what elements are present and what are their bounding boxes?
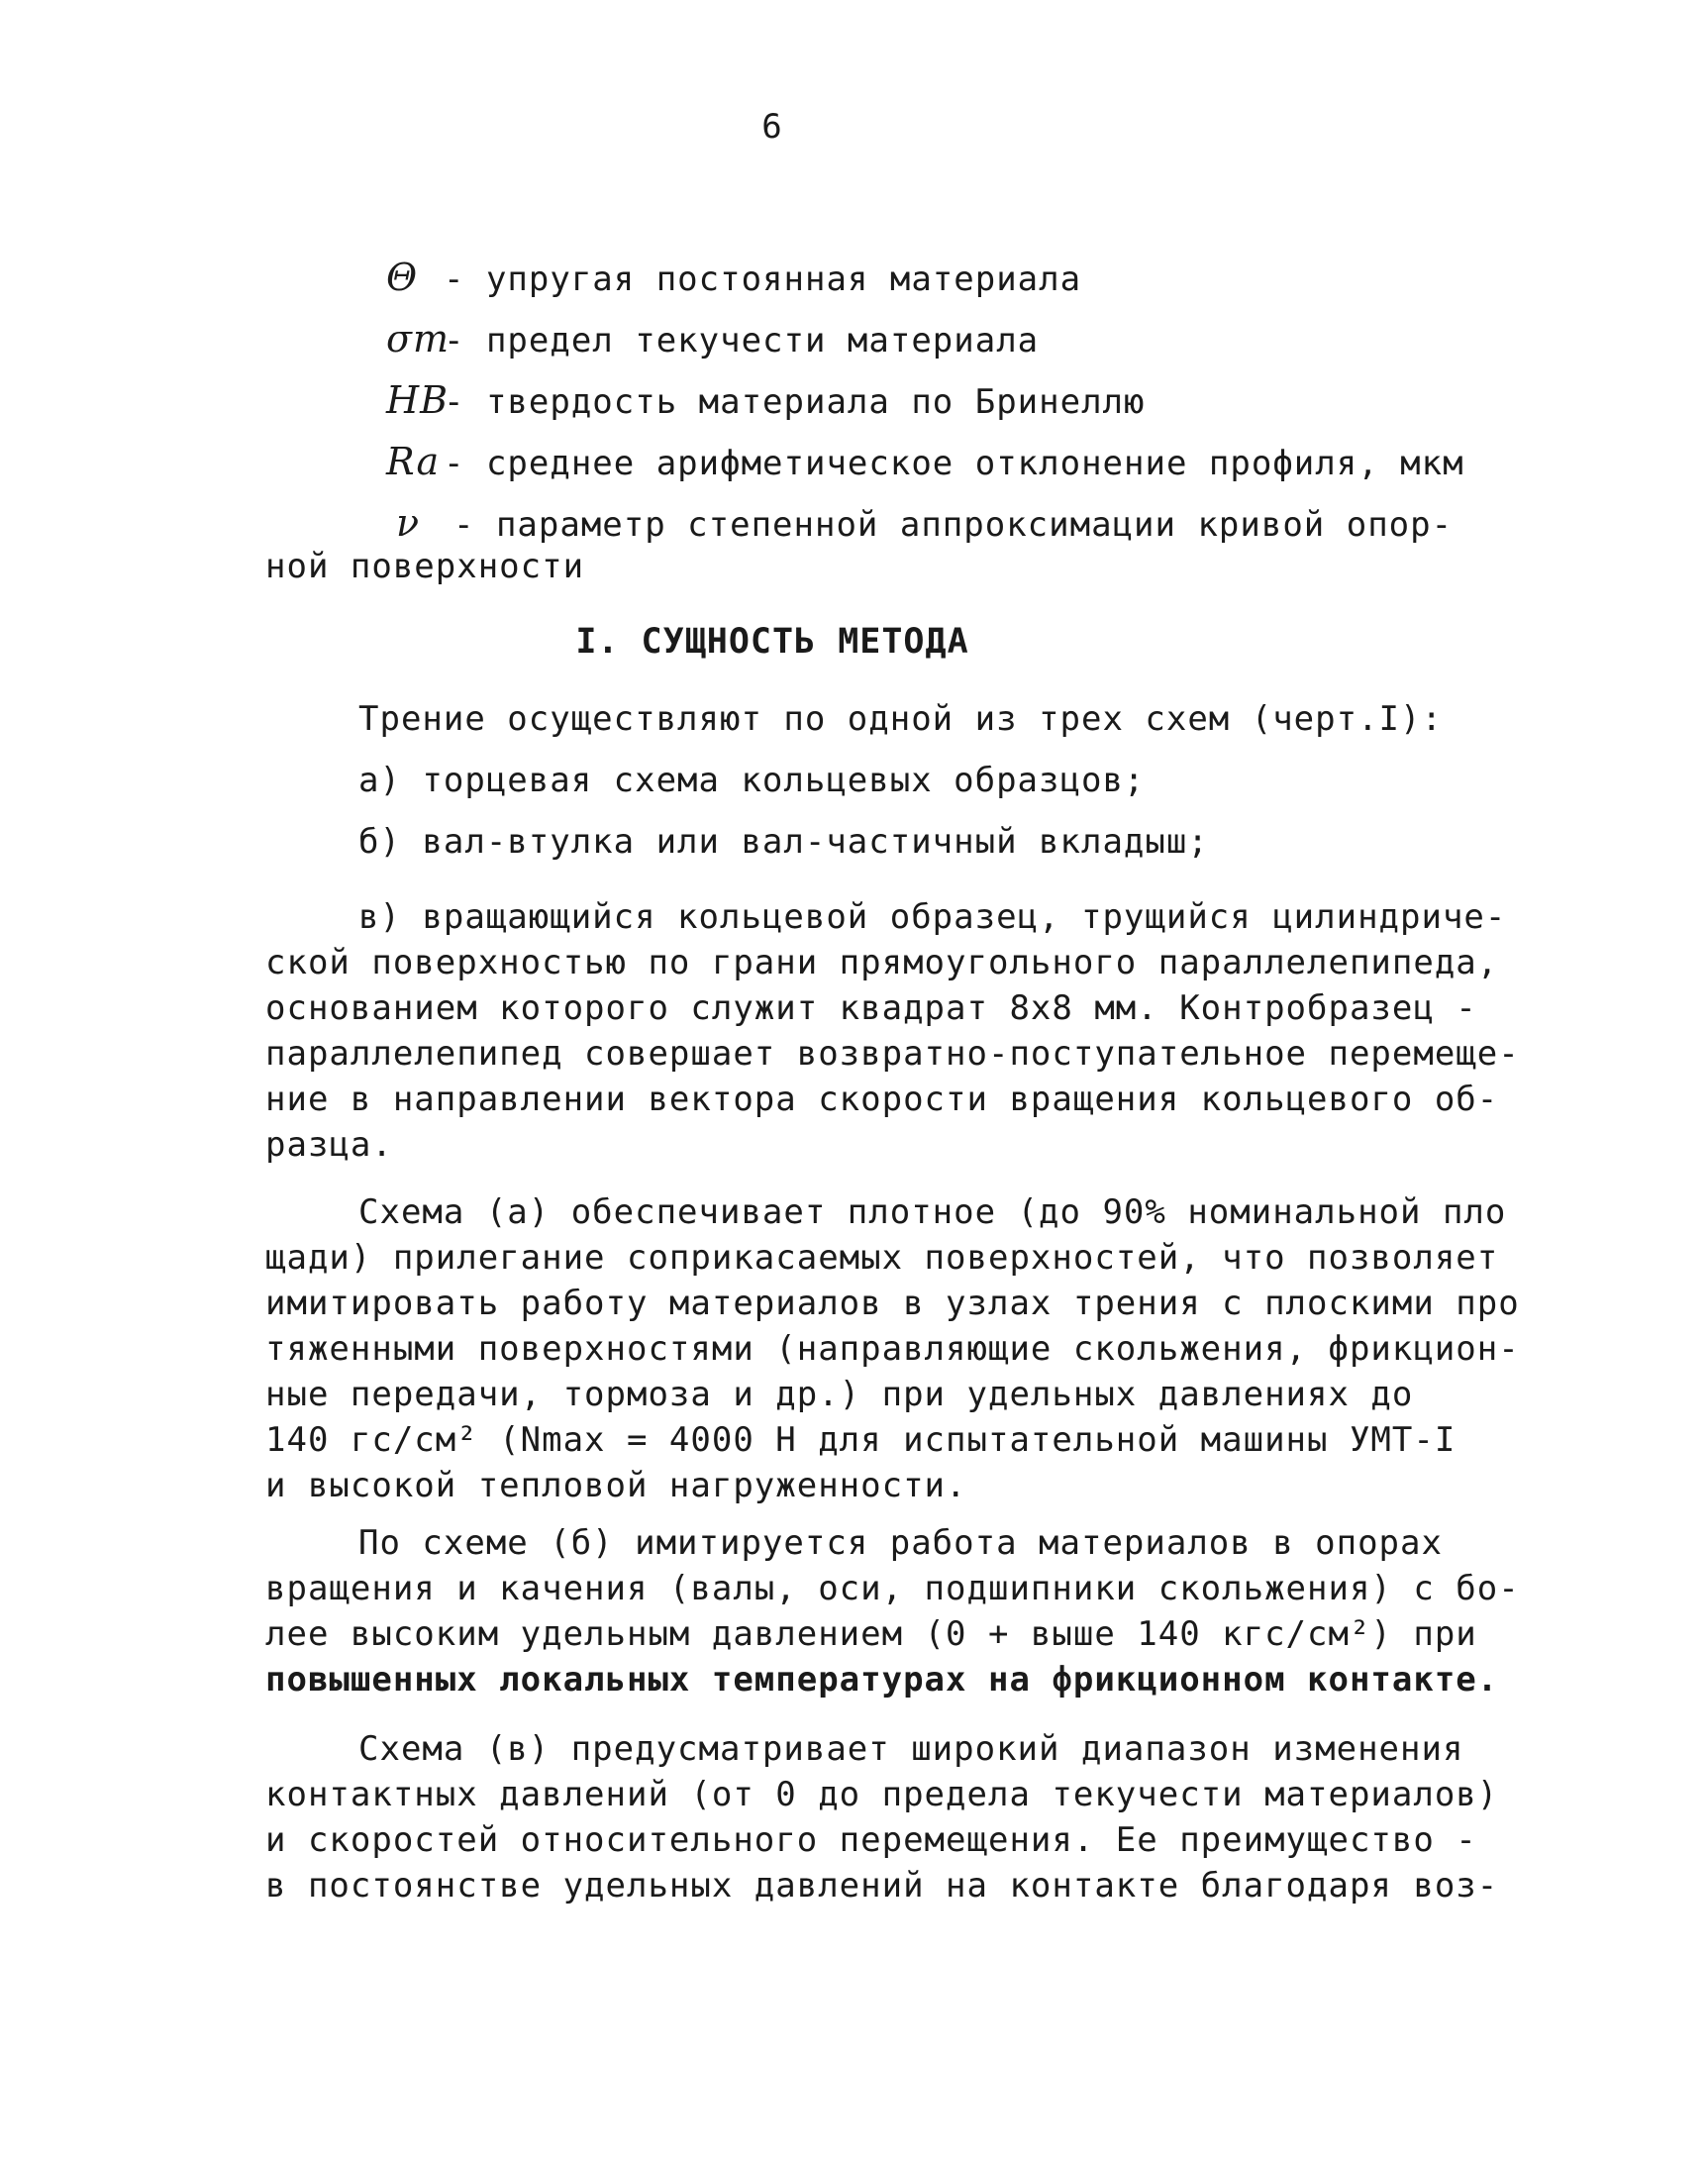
symbol: Θ (386, 256, 419, 299)
symbol-desc: - среднее арифметическое отклонение профиля, мкм (444, 444, 1464, 483)
scheme-v-line: основанием которого служит квадрат 8х8 мм. Контробразец - (265, 988, 1477, 1028)
para-a-line: и высокой тепловой нагруженности. (265, 1466, 967, 1505)
scheme-b: б) вал-втулка или вал-частичный вкладыш; (358, 822, 1209, 862)
symbol-continuation: ной поверхности (265, 547, 585, 586)
symbol-row-hb (386, 378, 1146, 422)
symbol: HB (386, 378, 450, 422)
para-b-line: повышенных локальных температурах на фрикционном контакте. (265, 1660, 1499, 1700)
symbol-desc: - твердость материала по Бринеллю (444, 382, 1146, 422)
para-a-line: щади) прилегание соприкасаемых поверхностей, что позволяет (265, 1238, 1499, 1278)
symbol-desc: - параметр степенной аппроксимации кривой опор- (453, 505, 1454, 545)
para-a-line: имитировать работу материалов в узлах трения с плоскими про (265, 1284, 1520, 1323)
para-v-line: в постоянстве удельных давлений на контакте благодаря воз- (265, 1866, 1499, 1906)
symbol-row-nu (396, 501, 1453, 545)
para-v-line: контактных давлений (от 0 до предела текучести материалов) (265, 1775, 1499, 1814)
page-number: 6 (761, 107, 783, 147)
symbol: ν (396, 501, 421, 545)
para-b-line: По схеме (б) имитируется работа материалов в опорах (358, 1523, 1443, 1563)
para-v-line: Схема (в) предусматривает широкий диапазон изменения (358, 1729, 1464, 1769)
para-a-line: тяженными поверхностями (направляющие скольжения, фрикцион- (265, 1329, 1520, 1369)
symbol-desc: - упругая постоянная материала (444, 259, 1082, 299)
scheme-v-line: ние в направлении вектора скорости вращения кольцевого об- (265, 1080, 1499, 1119)
para-v-line: и скоростей относительного перемещения. Ее преимущество - (265, 1820, 1477, 1860)
symbol-row-theta (386, 256, 1081, 299)
para-b-line: вращения и качения (валы, оси, подшипники скольжения) с бо- (265, 1569, 1520, 1608)
symbol-row-sigma (386, 317, 1039, 361)
symbol-row-ra (386, 440, 1464, 483)
symbol: σт (386, 317, 450, 361)
para-b-line: лее высоким удельным давлением (0 + выше 140 кгс/см²) при (265, 1614, 1477, 1654)
scheme-v-line: ской поверхностью по грани прямоугольного параллелепипеда, (265, 943, 1499, 982)
symbol: Ra (386, 440, 441, 483)
para-a-line: ные передачи, тормоза и др.) при удельных давлениях до (265, 1375, 1414, 1414)
scheme-v-line: в) вращающийся кольцевой образец, трущийся цилиндриче- (358, 897, 1507, 937)
section-heading: I. СУЩНОСТЬ МЕТОДА (575, 622, 969, 662)
para-a-line: Схема (а) обеспечивает плотное (до 90% номинальной пло (358, 1192, 1507, 1232)
scheme-v-line: параллелепипед совершает возвратно-поступательное перемеще- (265, 1034, 1520, 1074)
intro-text: Трение осуществляют по одной из трех схем (черт.I): (358, 699, 1443, 739)
scheme-v-line: разца. (265, 1125, 393, 1165)
scheme-a: а) торцевая схема кольцевых образцов; (358, 761, 1146, 800)
symbol-desc: - предел текучести материала (444, 321, 1040, 361)
para-a-line: 140 гс/см² (Nmax = 4000 Н для испытательной машины УМТ-I (265, 1420, 1457, 1460)
